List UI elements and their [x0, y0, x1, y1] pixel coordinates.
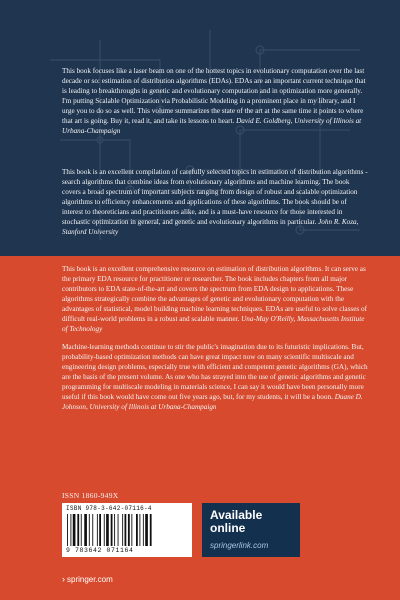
- available-online-badge[interactable]: [202, 503, 300, 557]
- review-text: This book focuses like a laser beam on one of the hottest topics in evolutionary computation over the last decade or so: estimation of distribution algorithms (EDAs). EDAs are an important current technique that is leading to breakthroughs in genetic and evolutionary computation and in optimization more generally. I'm putting Scalable Optimization via Probabilistic Modeling in a prominent place in my library, and I urge you to do so as well. This volume summarizes the state of the art at the same time it points to where that art is going. Buy it, read it, and take its lessons to heart.: [62, 67, 366, 125]
- review-text: Machine-learning methods continue to stir the public's imagination due to its futuristic implications. But, probability-based optimization methods can have great impact now on many scientific multiscale and engineering design problems, especially true with efficient and competent genetic algorithms (GA), which are the basis of the present volume. As one who has strayed into the use of genetic algorithms and genetic programming for multiscale modeling in materials science, I can say it would have been personally more useful if this book would have come out five years ago, but, for my students, it will be a boon.: [62, 343, 368, 401]
- review-text: This book is an excellent compilation of carefully selected topics in estimation of distribution algorithms - search algorithms that combine ideas from evolutionary algorithms and machine learning. The book covers a broad spectrum of important subjects ranging from design of robust and scalable optimization algorithms to efficiency enhancements and applications of these algorithms. The book should be of interest to theoreticians and practitioners alike, and is a must-have resource for those interested in stochastic optimization in general, and genetic and evolutionary algorithms in particular.: [62, 168, 368, 226]
- review-attribution: Una-May O'Reilly, Massachusetts Institute of Technology: [62, 315, 365, 333]
- review-blurb-johnson: [62, 342, 368, 412]
- review-attribution: John R. Koza, Stanford University: [62, 218, 359, 236]
- review-attribution: David E. Goldberg, University of Illinois at Urbana-Champaign: [62, 117, 362, 135]
- review-blurb-koza: [62, 167, 368, 237]
- publisher-url[interactable]: springer.com: [67, 575, 113, 584]
- isbn-barcode: [62, 503, 192, 557]
- available-online-title: Available online: [210, 508, 263, 535]
- publisher-link[interactable]: [62, 574, 113, 584]
- review-blurb-oreilly: [62, 264, 368, 334]
- barcode-icon: [66, 514, 188, 546]
- review-attribution: Duane D. Johnson, University of Illinois at Urbana-Champaign: [62, 393, 363, 411]
- springerlink-url[interactable]: springerlink.com: [210, 541, 269, 550]
- top-panel: [0, 0, 400, 256]
- review-blurb-goldberg: [62, 66, 368, 136]
- isbn-label: ISBN 978-3-642-07116-4: [66, 505, 152, 512]
- issn-number: ISSN 1860-949X: [62, 491, 119, 500]
- arrow-right-icon: ›: [62, 574, 65, 584]
- bottom-panel: [0, 256, 400, 600]
- barcode-digits: 9 783642 071164: [66, 547, 134, 554]
- review-text: This book is an excellent comprehensive resource on estimation of distribution algorithms. It can serve as the primary EDA resource for practitioner or researcher. The book includes chapters from all major contributors to EDA state-of-the-art and covers the spectrum from EDA design to applications. These algorithms strategically combine the advantages of genetic and evolutionary computation with the advantages of statistical, model building machine learning techniques. EDAs are useful to solve classes of difficult real-world problems in a robust and scalable manner.: [62, 265, 367, 323]
